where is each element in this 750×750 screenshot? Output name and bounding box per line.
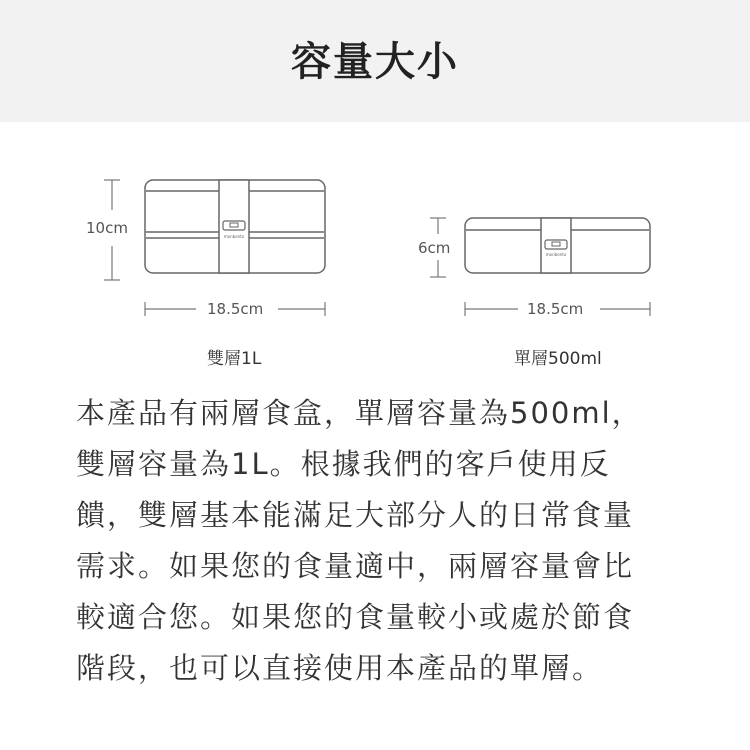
single-layer-caption: 單層500ml <box>514 349 602 369</box>
description-line: 本產品有兩層食盒，單層容量為500ml， <box>76 396 643 430</box>
double-layer-caption: 雙層1L <box>207 349 262 369</box>
description-paragraph <box>76 388 686 694</box>
description-line: 雙層容量為1L。根據我們的客戶使用反 <box>76 447 611 481</box>
description-line: 饋，雙層基本能滿足大部分人的日常食量 <box>76 498 635 532</box>
double-layer-box-illustration <box>145 180 325 273</box>
description-line: 階段，也可以直接使用本產品的單層。 <box>76 651 604 685</box>
double-width-label: 18.5cm <box>207 300 264 318</box>
single-brand-mark: monbento <box>545 252 567 257</box>
double-brand-mark: monbento <box>223 234 245 239</box>
description-line: 需求。如果您的食量適中，兩層容量會比 <box>76 549 635 583</box>
double-height-label: 10cm <box>86 219 128 237</box>
single-layer-box-illustration <box>465 218 650 273</box>
single-width-label: 18.5cm <box>527 300 584 318</box>
page-title: 容量大小 <box>291 39 459 85</box>
description-line: 較適合您。如果您的食量較小或處於節食 <box>76 600 635 634</box>
single-height-label: 6cm <box>418 239 451 257</box>
